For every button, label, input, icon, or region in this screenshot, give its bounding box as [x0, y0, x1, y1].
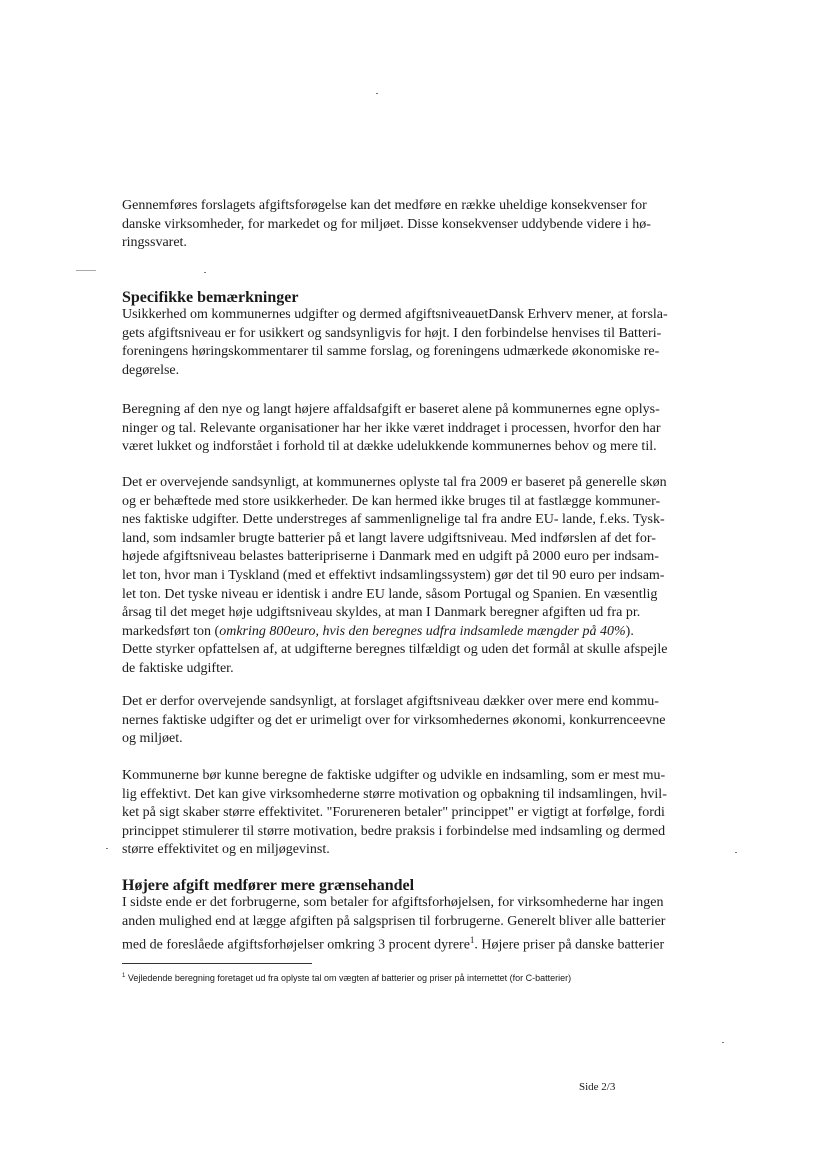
footnote-divider	[122, 963, 312, 964]
footnote-text: Vejledende beregning foretaget ud fra oplyste tal om vægten af batterier og priser på internettet (for C-batterier)	[125, 973, 572, 983]
text-fragment: ).	[625, 623, 634, 639]
text-line: og miljøet.	[122, 731, 183, 747]
text-line: Usikkerhed om kommunernes udgifter og dermed afgiftsniveauetDansk Erhverv mener, at forsla-	[122, 307, 668, 322]
text-line: Dette styrker opfattelsen af, at udgifterne beregnes tilfældigt og uden det formål at skulle afspejle	[122, 642, 668, 658]
text-line	[122, 623, 718, 642]
text-line: de faktiske udgifter.	[122, 660, 234, 676]
scan-speck	[76, 270, 96, 271]
paragraph-derfor	[122, 693, 718, 749]
text-fragment: med de foreslåede afgiftsforhøjelser omkring 3 procent dyrere	[122, 937, 470, 953]
paragraph-beregning	[122, 401, 718, 457]
italic-note: omkring 800euro, hvis den beregnes udfra indsamlede mængder på 40%	[219, 623, 626, 639]
section-heading-specifikke: Specifikke bemærkninger	[122, 289, 299, 306]
text-line: Gennemføres forslagets afgiftsforøgelse kan det medføre en række uheldige konsekvenser for	[122, 198, 647, 213]
text-line: årsag til det meget høje udgiftsniveau skyldes, at man I Danmark beregner afgiften ud fra pr.	[122, 605, 641, 621]
text-line: ninger og tal. Relevante organisationer har her ikke været inddraget i processen, hvorfor den har	[122, 420, 661, 436]
text-line: anden mulighed end at lægge afgiften på salgsprisen til forbrugerne. Generelt bliver alle batterier	[122, 913, 666, 929]
intro-paragraph	[122, 197, 718, 253]
text-line: degørelse.	[122, 362, 180, 378]
text-line: Det er derfor overvejende sandsynligt, at forslaget afgiftsniveau dækker over mere end kommu-	[122, 694, 659, 709]
scan-speck	[204, 272, 206, 273]
scan-speck	[106, 848, 108, 849]
paragraph-overvejende	[122, 474, 718, 679]
text-line: højede afgiftsniveau belastes batteripriserne i Danmark med en udgift på 2000 euro per indsam-	[122, 549, 659, 565]
paragraph-kommunerne	[122, 767, 718, 860]
text-line: nes faktiske udgifter. Dette understreges af sammenlignelige tal fra andre EU- lande, f.eks. Tysk-	[122, 512, 665, 528]
footnote-reference[interactable]: 1	[469, 935, 475, 946]
text-line: let ton, hvor man i Tyskland (med et effektivt indsamlingssystem) gør det til 90 euro per indsam-	[122, 567, 665, 583]
scan-speck	[735, 852, 737, 853]
text-line: let ton. Det tyske niveau er identisk i andre EU lande, såsom Portugal og Spanien. En væsentlig	[122, 586, 658, 602]
text-line: Beregning af den nye og langt højere affaldsafgift er baseret alene på kommunernes egne oplys-	[122, 402, 660, 417]
text-line: land, som indsamler brugte batterier på et langt lavere udgiftsniveau. Med indførslen af det for-	[122, 530, 656, 546]
text-line: og er behæftede med store usikkerheder. De kan hermed ikke bruges til at fastlægge kommuner-	[122, 493, 661, 509]
text-fragment: . Højere priser på danske batterier	[474, 937, 665, 953]
text-line: I sidste ende er det forbrugerne, som betaler for afgiftsforhøjelsen, for virksomhederne har ingen	[122, 895, 664, 910]
text-line	[122, 931, 718, 955]
section-heading-graensehandel: Højere afgift medfører mere grænsehandel	[122, 877, 415, 894]
text-line: ket på sigt skaber større effektivitet. "Forureneren betaler" princippet" er vigtigt at forfølge, fordi	[122, 805, 665, 821]
text-line: lig effektivt. Det kan give virksomhederne større motivation og opbakning til indsamlingen, hvil-	[122, 786, 667, 802]
footnote-marker: 1	[122, 973, 126, 979]
text-line: danske virksomheder, for markedet og for miljøet. Disse konsekvenser uddybende videre i hø-	[122, 216, 651, 232]
text-fragment: markedsført ton (	[122, 623, 220, 639]
text-line: foreningens høringskommentarer til samme forslag, og foreningens udmærkede økonomiske re-	[122, 344, 660, 360]
text-line: ringssvaret.	[122, 235, 187, 251]
text-line: nernes faktiske udgifter og det er urimeligt over for virksomhedernes økonomi, konkurrenceevne	[122, 712, 666, 728]
text-line: Det er overvejende sandsynligt, at kommunernes oplyste tal fra 2009 er baseret på generelle skøn	[122, 475, 667, 490]
page-number: Side 2/3	[579, 1081, 616, 1093]
scan-speck	[376, 93, 378, 94]
paragraph-usikkerhed	[122, 306, 718, 380]
footnote	[122, 973, 742, 983]
text-line: gets afgiftsniveau er for usikkert og sandsynligvis for højt. I den forbindelse henvises til Batteri-	[122, 325, 662, 341]
text-line: princippet stimulerer til større motivation, bedre praksis i forbindelse med indsamling og dermed	[122, 823, 666, 839]
text-line: større effektivitet og en miljøgevinst.	[122, 842, 330, 858]
scan-speck	[722, 1042, 724, 1043]
paragraph-forbrugerne	[122, 894, 718, 955]
text-line: Kommunerne bør kunne beregne de faktiske udgifter og udvikle en indsamling, som er mest mu-	[122, 768, 666, 783]
text-line: været lukket og indforstået i forhold til at dække udelukkende kommunernes behov og mere til.	[122, 439, 657, 455]
